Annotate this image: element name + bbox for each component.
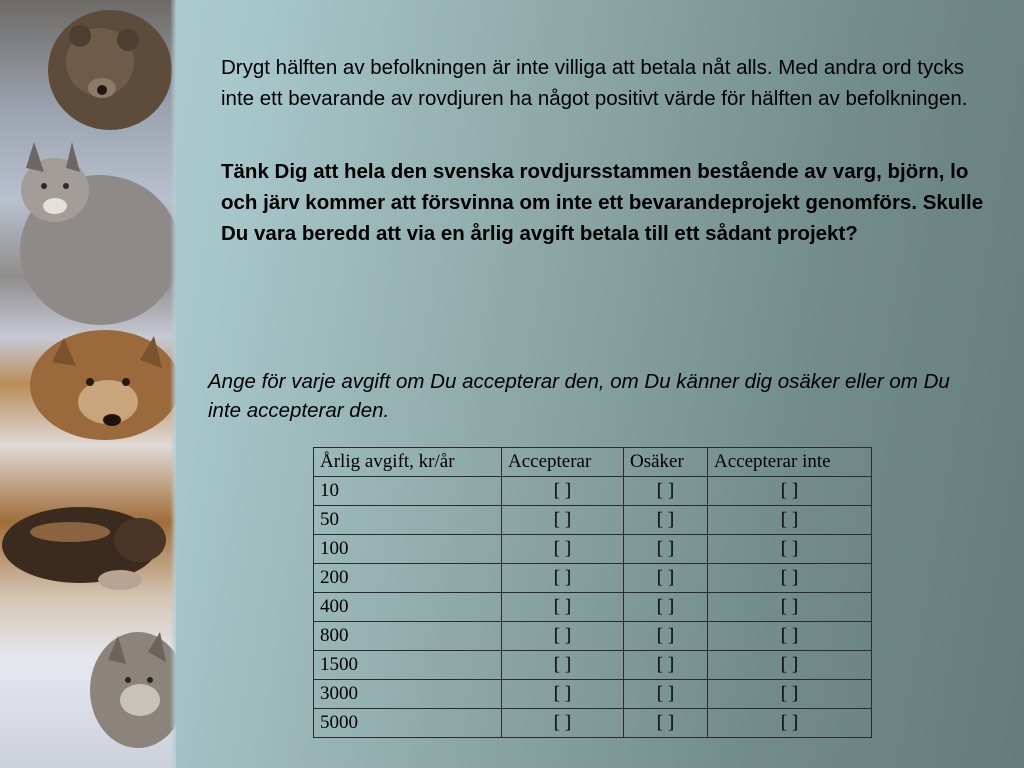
accept-checkbox[interactable]: [ ] [502, 593, 624, 622]
reject-checkbox[interactable]: [ ] [708, 622, 872, 651]
table-row [314, 564, 872, 593]
accept-checkbox[interactable]: [ ] [502, 506, 624, 535]
reject-checkbox[interactable]: [ ] [708, 680, 872, 709]
fee-amount: 800 [314, 622, 502, 651]
unsure-checkbox[interactable]: [ ] [624, 564, 708, 593]
accept-checkbox[interactable]: [ ] [502, 651, 624, 680]
unsure-checkbox[interactable]: [ ] [624, 506, 708, 535]
bear-image [48, 10, 172, 130]
fee-amount: 3000 [314, 680, 502, 709]
table-header-row [314, 448, 872, 477]
table-row [314, 709, 872, 738]
grey-wolf-image [90, 632, 176, 748]
reject-checkbox[interactable]: [ ] [708, 564, 872, 593]
table-row [314, 622, 872, 651]
reject-checkbox[interactable]: [ ] [708, 593, 872, 622]
question-paragraph: Tänk Dig att hela den svenska rovdjursstammen bestående av varg, björn, lo och järv kommer att försvinna om inte ett bevarandeprojekt genomförs. Skulle Du vara beredd att via en årlig avgift betala till ett sådant projekt? [221, 160, 984, 245]
fee-amount: 1500 [314, 651, 502, 680]
table-row [314, 680, 872, 709]
wolf-image [30, 330, 176, 440]
fee-amount: 100 [314, 535, 502, 564]
accept-checkbox[interactable]: [ ] [502, 477, 624, 506]
header-unsure: Osäker [624, 448, 708, 477]
unsure-checkbox[interactable]: [ ] [624, 622, 708, 651]
table-row [314, 651, 872, 680]
intro-paragraph: Drygt hälften av befolkningen är inte villiga att betala nåt alls. Med andra ord tycks inte ett bevarande av rovdjuren ha något positivt värde för hälften av befolkningen. [221, 56, 968, 110]
table-row [314, 535, 872, 564]
instruction-paragraph: Ange för varje avgift om Du accepterar den, om Du känner dig osäker eller om Du inte accepterar den. [208, 370, 950, 422]
unsure-checkbox[interactable]: [ ] [624, 535, 708, 564]
unsure-checkbox[interactable]: [ ] [624, 709, 708, 738]
predator-illustrations [0, 0, 176, 768]
accept-checkbox[interactable]: [ ] [502, 680, 624, 709]
reject-checkbox[interactable]: [ ] [708, 709, 872, 738]
table-row [314, 593, 872, 622]
fee-amount: 10 [314, 477, 502, 506]
lynx-image [20, 142, 176, 325]
photo-strip-fade [170, 0, 176, 768]
fee-amount: 5000 [314, 709, 502, 738]
accept-checkbox[interactable]: [ ] [502, 622, 624, 651]
table-row [314, 477, 872, 506]
reject-checkbox[interactable]: [ ] [708, 477, 872, 506]
accept-checkbox[interactable]: [ ] [502, 535, 624, 564]
annual-fee-table [313, 447, 872, 738]
fee-amount: 200 [314, 564, 502, 593]
unsure-checkbox[interactable]: [ ] [624, 680, 708, 709]
unsure-checkbox[interactable]: [ ] [624, 477, 708, 506]
fee-amount: 400 [314, 593, 502, 622]
accept-checkbox[interactable]: [ ] [502, 564, 624, 593]
unsure-checkbox[interactable]: [ ] [624, 651, 708, 680]
unsure-checkbox[interactable]: [ ] [624, 593, 708, 622]
accept-checkbox[interactable]: [ ] [502, 709, 624, 738]
reject-checkbox[interactable]: [ ] [708, 506, 872, 535]
predator-photo-strip [0, 0, 176, 768]
fee-amount: 50 [314, 506, 502, 535]
header-reject: Accepterar inte [708, 448, 872, 477]
header-accept: Accepterar [502, 448, 624, 477]
table-row [314, 506, 872, 535]
reject-checkbox[interactable]: [ ] [708, 651, 872, 680]
reject-checkbox[interactable]: [ ] [708, 535, 872, 564]
header-annual-fee: Årlig avgift, kr/år [314, 448, 502, 477]
wolverine-image [2, 507, 166, 590]
